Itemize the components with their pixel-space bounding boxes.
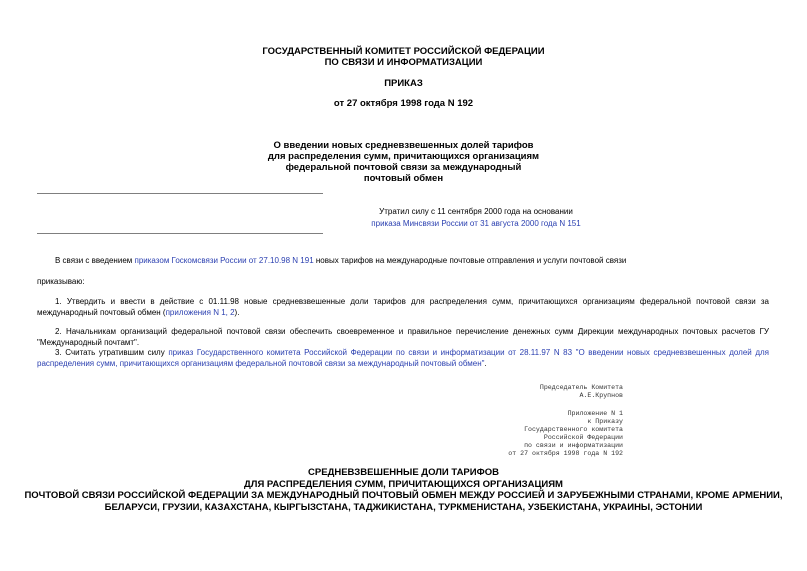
divider-top xyxy=(37,193,323,194)
appendices-link[interactable]: приложения N 1, 2 xyxy=(165,308,235,317)
validity-note xyxy=(0,206,807,230)
document-date-number: от 27 октября 1998 года N 192 xyxy=(333,98,474,109)
signature-position: Председатель Комитета xyxy=(539,384,623,391)
item-1-paragraph: 1. Утвердить и ввести в действие с 01.11.98 новые средневзвешенные доли тарифов для распределения сумм, причитающихся организациям федеральной почтовой связи за международный почтовый обмен (приложения N 1, 2). xyxy=(37,297,769,317)
item-2-paragraph: 2. Начальникам организаций федеральной почтовой связи обеспечить своевременное и правильное перечисление денежных сумм Дирекции международных почтовых расчетов ГУ "Международный почтамт". xyxy=(37,327,769,347)
divider-bottom xyxy=(37,233,323,234)
signature-name: А.Е.Крупнов xyxy=(579,392,623,399)
item-3-paragraph: 3. Считать утратившим силу приказ Государственного комитета Российской Федерации по связи и информатизации от 28.11.97 N 83 "О введении новых средневзвешенных долей для распределения сумм, причитающихся организациям федеральной почтовой связи за международный почтовый обмен". xyxy=(37,348,770,368)
issuer-line-1: ГОСУДАРСТВЕННЫЙ КОМИТЕТ РОССИЙСКОЙ ФЕДЕРАЦИИ xyxy=(262,46,545,57)
subject-line-4: почтовый обмен xyxy=(363,173,444,184)
repeal-order-link[interactable]: приказа Минсвязи России от 31 августа 2000 года N 151 xyxy=(371,219,581,228)
document-type: ПРИКАЗ xyxy=(384,78,423,89)
document-subject xyxy=(0,140,807,184)
appendix-title: СРЕДНЕВЗВЕШЕННЫЕ ДОЛИ ТАРИФОВ ДЛЯ РАСПРЕДЕЛЕНИЯ СУММ, ПРИЧИТАЮЩИХСЯ ОРГАНИЗАЦИЯМ ПОЧТОВОЙ СВЯЗИ РОССИЙСКОЙ ФЕДЕРАЦИИ ЗА МЕЖДУНАРОДНЫЙ ПОЧТОВЫЙ ОБМЕН МЕЖДУ РОССИЕЙ И ЗАРУБЕЖНЫМИ СТРАНАМИ, КРОМЕ АРМЕНИИ, БЕЛАРУСИ, ГРУЗИИ, КАЗАХСТАНА, КЫРГЫЗСТАНА, ТАДЖИКИСТАНА, ТУРКМЕНИСТАНА, УЗБЕКИСТАНА, УКРАИНЫ, ЭСТОНИИ xyxy=(24,467,783,513)
subject-line-3: федеральной почтовой связи за международный xyxy=(285,162,522,173)
signature-block xyxy=(500,384,623,400)
subject-line-2: для распределения сумм, причитающихся организациям xyxy=(267,151,540,162)
validity-note-text: Утратил силу с 11 сентября 2000 года на основании xyxy=(379,207,573,216)
order-word: приказываю: xyxy=(37,277,85,286)
issuer-line-2: ПО СВЯЗИ И ИНФОРМАТИЗАЦИИ xyxy=(324,57,483,68)
repealed-order-83-link[interactable]: приказ Государственного комитета Российской Федерации по связи и информатизации от 28.11.97 N 83 "О введении новых средневзвешенных долей для распределения сумм, причитающихся организациям федеральной почтовой связи за международный почтовый обмен" xyxy=(37,348,770,368)
preamble-paragraph: В связи с введением приказом Госкомсвязи России от 27.10.98 N 191 новых тарифов на международные почтовые отправления и услуги почтовой связи xyxy=(55,256,627,265)
subject-line-1: О введении новых средневзвешенных долей тарифов xyxy=(273,140,534,151)
issuer-name xyxy=(0,46,807,68)
order-191-link[interactable]: приказом Госкомсвязи России от 27.10.98 N 191 xyxy=(134,256,314,265)
appendix-reference: Приложение N 1 к Приказу Государственного комитета Российской Федерации по связи и информатизации от 27 октября 1998 года N 192 xyxy=(508,410,623,457)
